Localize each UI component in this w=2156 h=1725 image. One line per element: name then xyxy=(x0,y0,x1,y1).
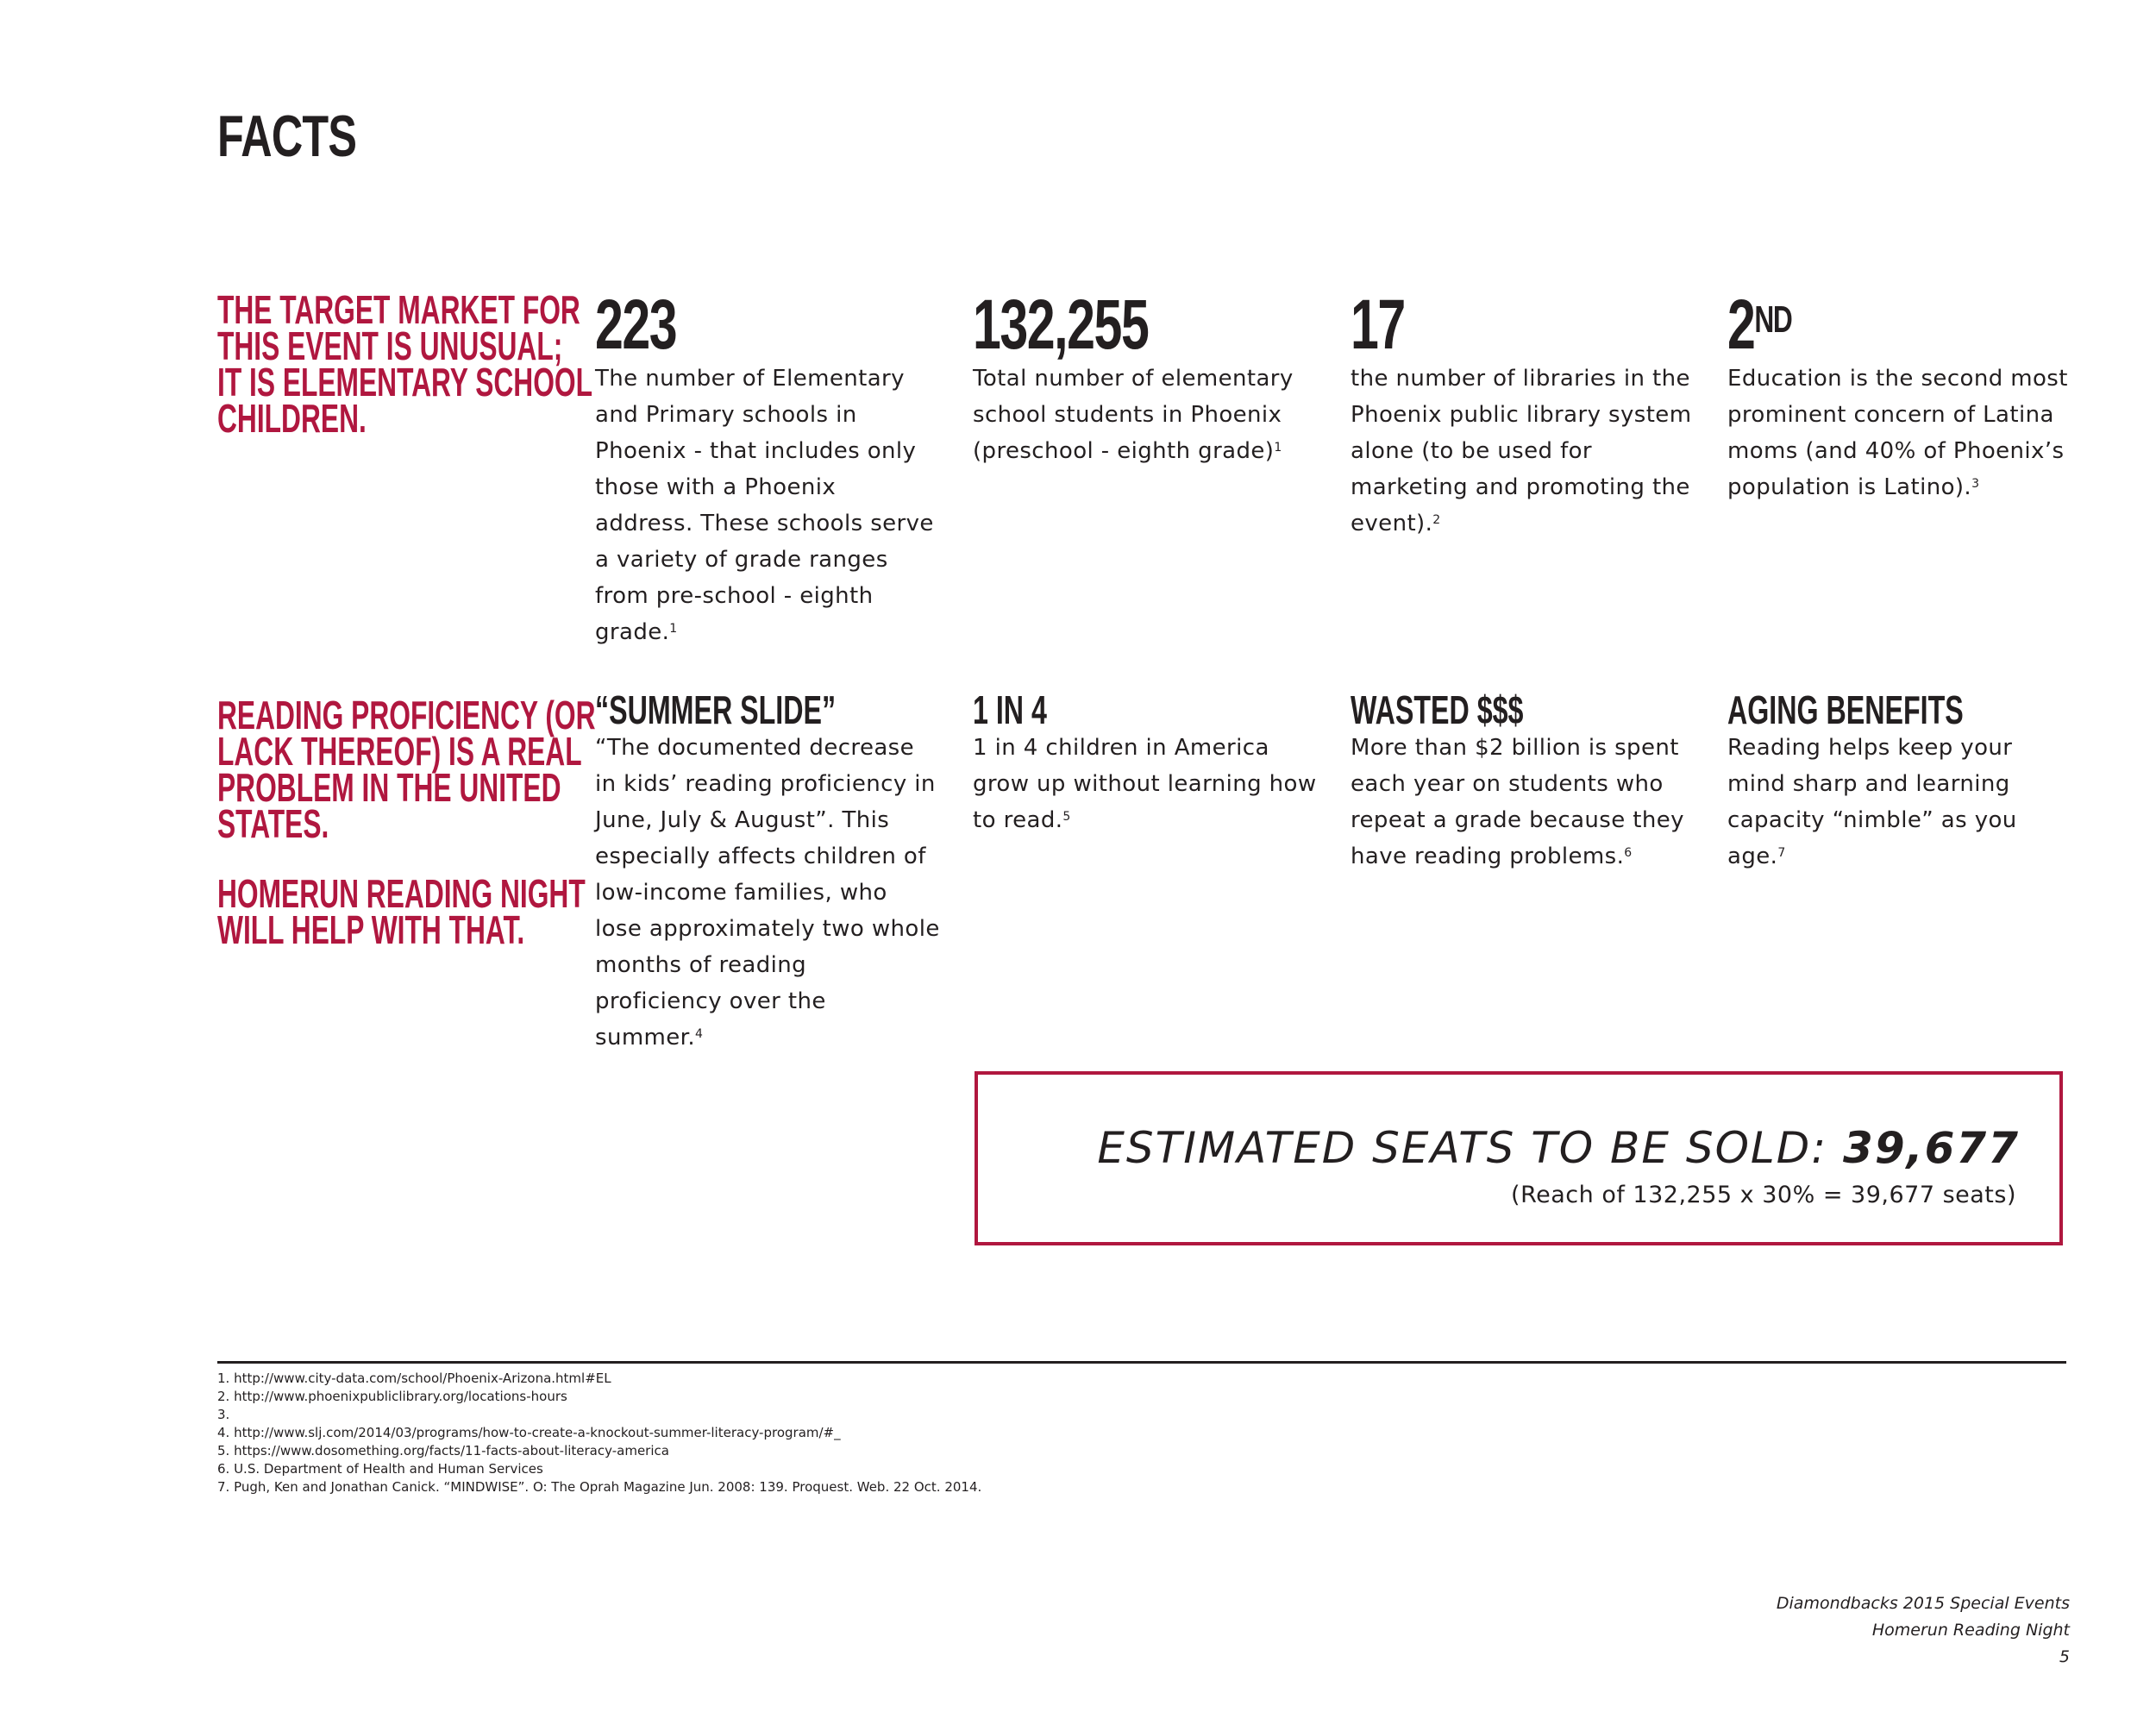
fact-text: Total number of elementary school students in Phoenix (preschool - eighth grade)$^1$ xyxy=(973,366,1294,464)
fact-wasted-money xyxy=(1351,687,1687,875)
fact-text: the number of libraries in the Phoenix public library system alone (to be used for marketing and promoting the event).$^2$ xyxy=(1351,366,1692,536)
heading-line: STATES. xyxy=(217,801,329,846)
fact-head: “SUMMER SLIDE” xyxy=(595,687,837,732)
estimate-box xyxy=(975,1071,2063,1245)
heading-line: WILL HELP WITH THAT. xyxy=(217,907,525,952)
fact-aging-benefits xyxy=(1727,687,2064,875)
estimate-label: ESTIMATED SEATS TO BE SOLD: xyxy=(1097,1123,1828,1173)
footnote: 3. xyxy=(217,1407,230,1422)
footnote: 4. http://www.slj.com/2014/03/programs/how-to-create-a-knockout-summer-literacy-program/#_ xyxy=(217,1425,841,1440)
fact-text: Education is the second most prominent concern of Latina moms (and 40% of Phoenix’s population is Latino).$^3$ xyxy=(1727,366,2068,500)
heading-line: THIS EVENT IS UNUSUAL; xyxy=(217,323,563,368)
heading-line: LACK THEREOF) IS A REAL xyxy=(217,729,582,774)
footnotes xyxy=(217,1370,981,1496)
fact-value: 223 xyxy=(595,285,677,364)
fact-value: 2ND xyxy=(1727,285,1792,364)
fact-head: WASTED $$$ xyxy=(1351,687,1524,732)
heading-line: THE TARGET MARKET FOR xyxy=(217,287,580,332)
heading-line: READING PROFICIENCY (OR xyxy=(217,693,596,737)
fact-education xyxy=(1727,285,2068,505)
footnote: 7. Pugh, Ken and Jonathan Canick. “MINDWISE”. O: The Oprah Magazine Jun. 2008: 139. Proquest. Web. 22 Oct. 2014. xyxy=(217,1479,982,1495)
heading-line: HOMERUN READING NIGHT xyxy=(217,871,586,916)
fact-libraries xyxy=(1351,285,1692,542)
fact-schools xyxy=(595,285,934,650)
fact-value: 17 xyxy=(1351,285,1405,364)
page-number: 5 xyxy=(2059,1647,2070,1666)
fact-text: Reading helps keep your mind sharp and learning capacity “nimble” as you age.$^7$ xyxy=(1727,735,2017,869)
fact-text: 1 in 4 children in America grow up without learning how to read.$^5$ xyxy=(973,735,1317,833)
footnote: 1. http://www.city-data.com/school/Phoenix-Arizona.html#EL xyxy=(217,1371,611,1386)
fact-text: More than $2 billion is spent each year on students who repeat a grade because they have reading problems.$^6$ xyxy=(1351,735,1684,869)
fact-students xyxy=(973,285,1309,469)
fact-one-in-four xyxy=(973,687,1317,838)
heading-line: IT IS ELEMENTARY SCHOOL xyxy=(217,360,592,405)
fact-value: 132,255 xyxy=(973,285,1149,364)
footnote-divider xyxy=(217,1361,2066,1364)
fact-text: “The documented decrease in kids’ reading proficiency in June, July & August”. This especially affects children of low-income families, who lose approximately two whole months of reading proficiency over the summer.$^4$ xyxy=(595,735,940,1051)
estimate-value: 39,677 xyxy=(1843,1123,2020,1173)
footnote: 6. U.S. Department of Health and Human Services xyxy=(217,1461,543,1477)
footer-title: Homerun Reading Night xyxy=(1871,1621,2070,1640)
fact-summer-slide xyxy=(595,687,940,1056)
heading-line: CHILDREN. xyxy=(217,396,367,441)
fact-head: 1 IN 4 xyxy=(973,687,1047,732)
footer-event: Diamondbacks 2015 Special Events xyxy=(1776,1594,2070,1613)
fact-text: The number of Elementary and Primary schools in Phoenix - that includes only those with a Phoenix address. These schools serve a variety of grade ranges from pre-school - eighth grade.$^1$ xyxy=(595,366,934,645)
estimate-detail: (Reach of 132,255 x 30% = 39,677 seats) xyxy=(1511,1182,2016,1208)
footnote: 2. http://www.phoenixpubliclibrary.org/locations-hours xyxy=(217,1389,567,1404)
footnote: 5. https://www.dosomething.org/facts/11-facts-about-literacy-america xyxy=(217,1443,669,1458)
heading-line: PROBLEM IN THE UNITED xyxy=(217,765,561,810)
page-title: FACTS xyxy=(217,104,357,169)
page-footer xyxy=(1777,1590,2070,1671)
estimate-headline xyxy=(1097,1123,2020,1173)
fact-head: AGING BENEFITS xyxy=(1727,687,1964,732)
